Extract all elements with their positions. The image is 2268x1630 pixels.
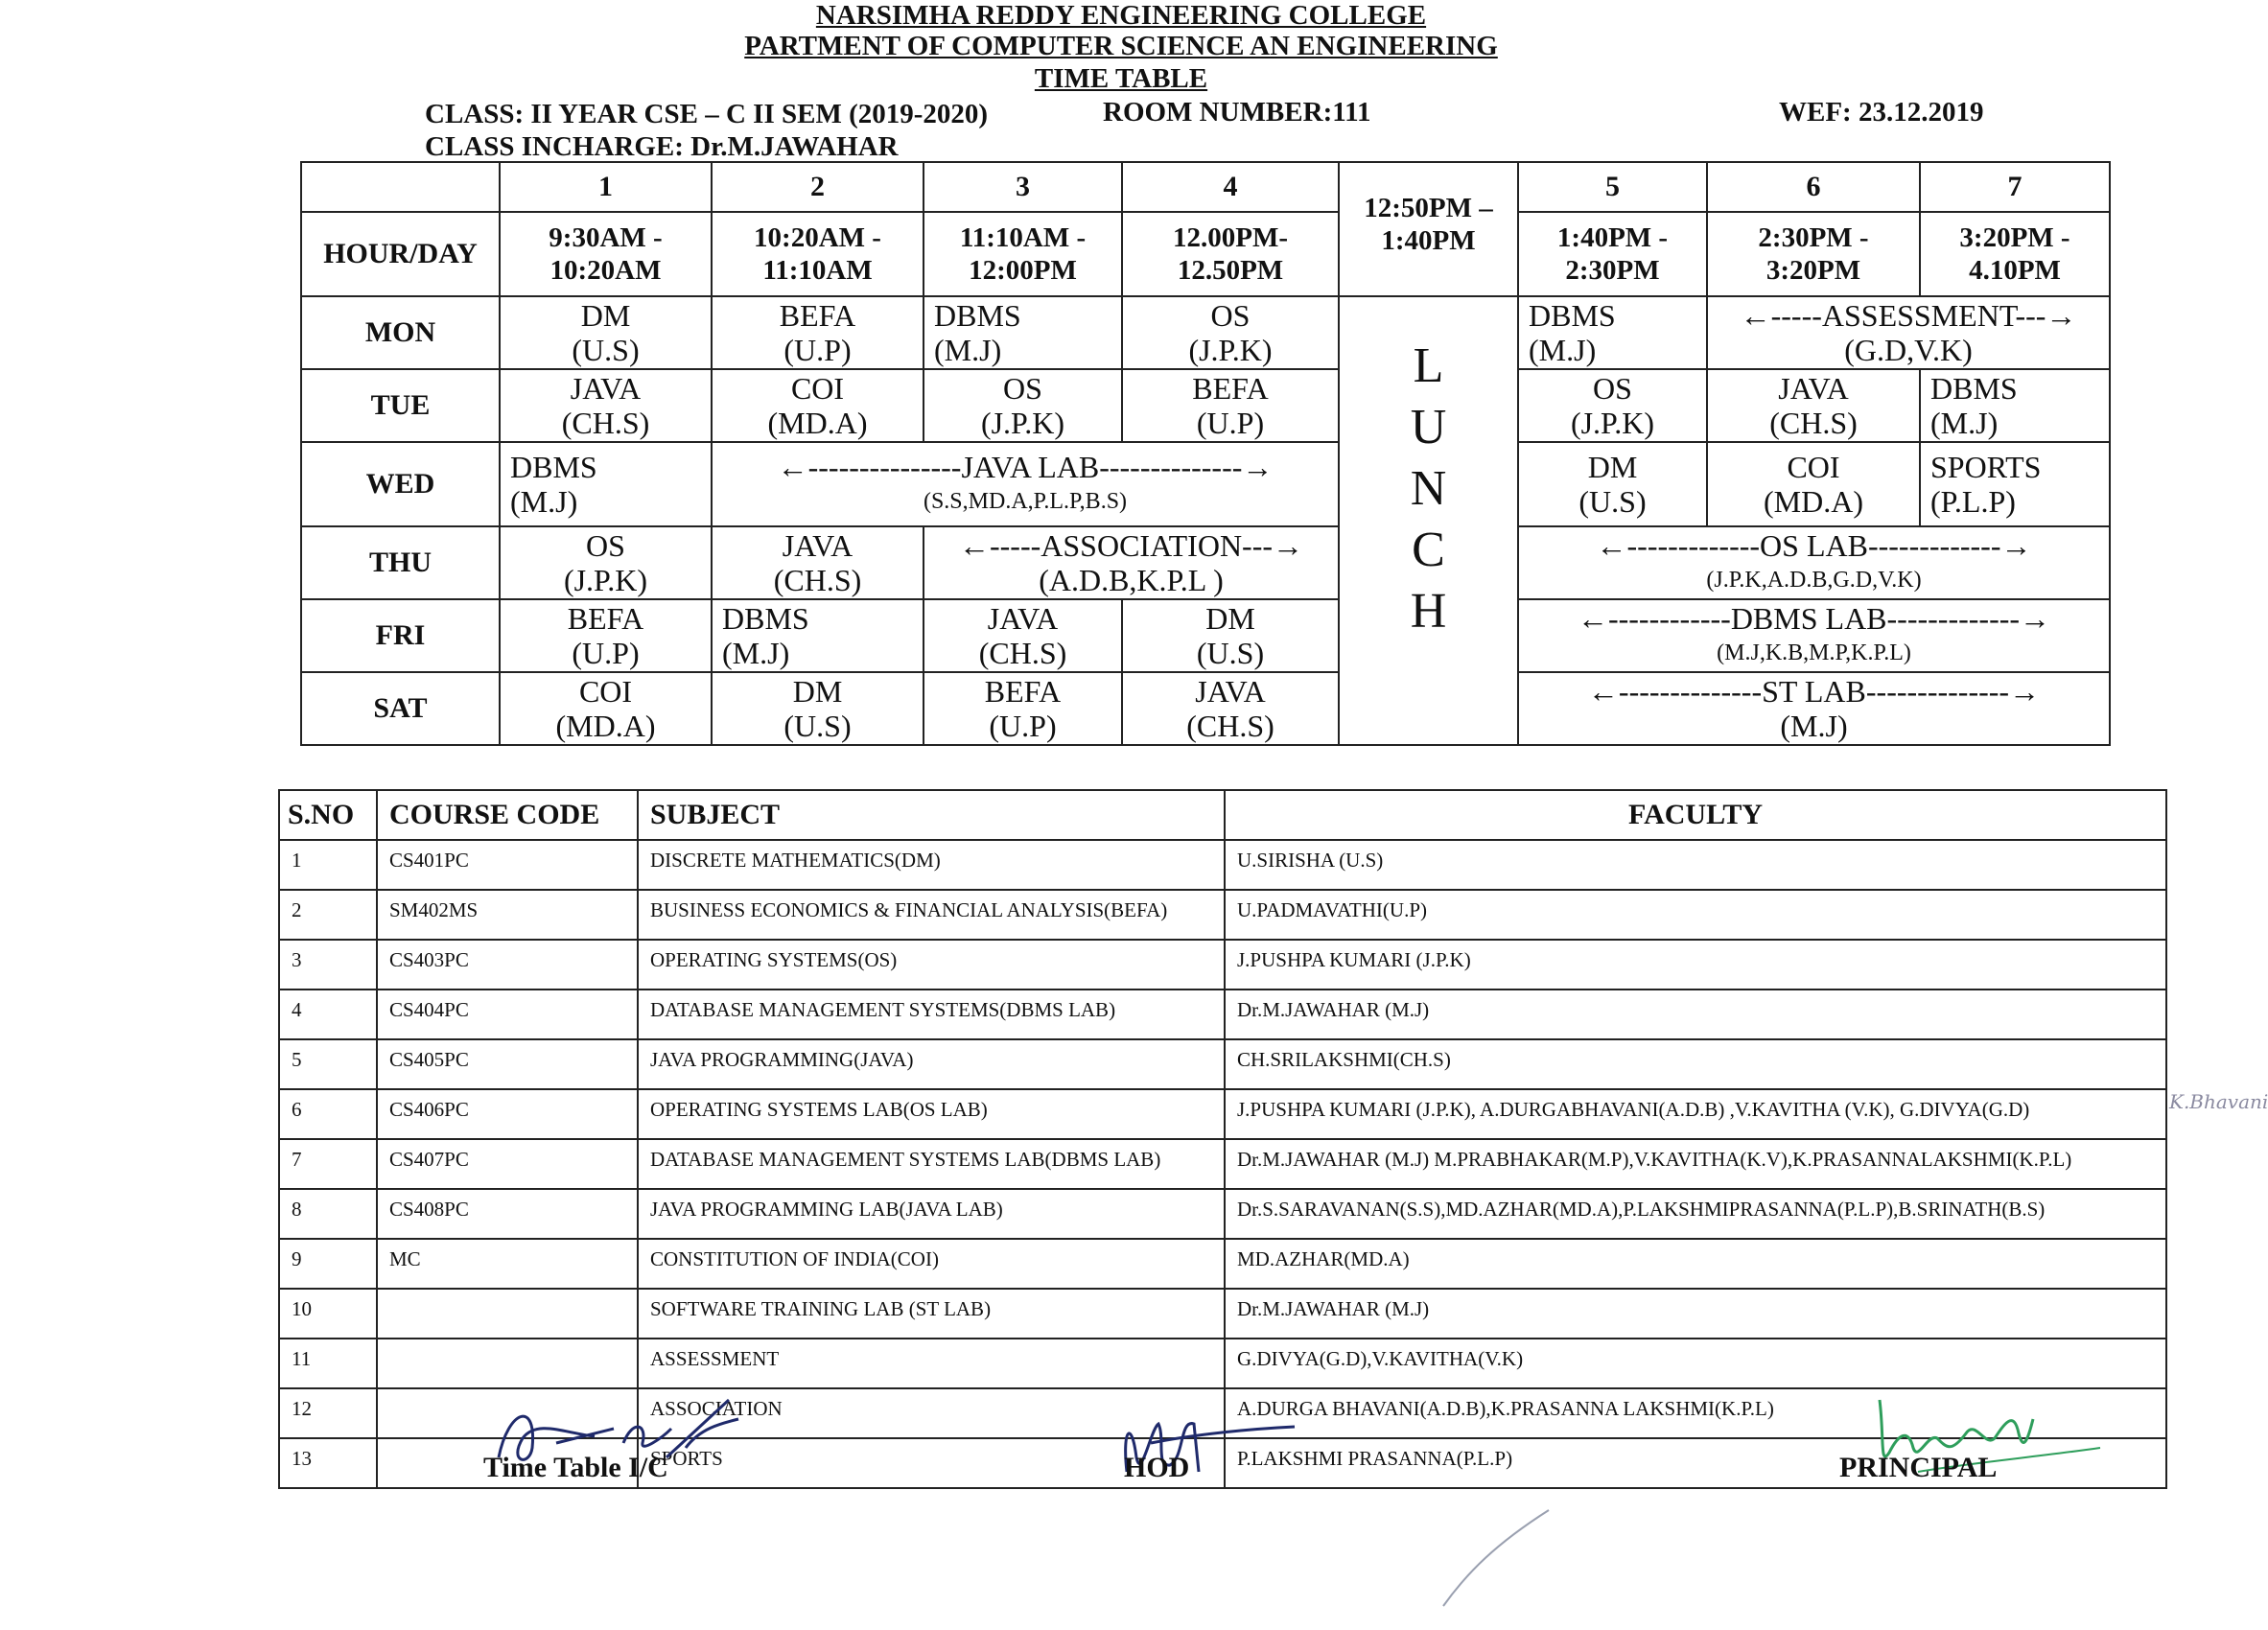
period-number: 3 [924,162,1122,212]
faculty-cell: J.PUSHPA KUMARI (J.P.K) [1225,940,2166,990]
sno-cell: 9 [279,1239,377,1289]
hod-label: HOD [1124,1452,1190,1483]
course-code-cell: CS408PC [377,1189,638,1239]
subject-cell: OPERATING SYSTEMS LAB(OS LAB) [638,1089,1225,1139]
association-cell: ←-----ASSOCIATION---→ (A.D.B,K.P.L ) [924,526,1339,599]
handwritten-note: K.Bhavani [2169,1090,2268,1113]
faculty-cell: U.SIRISHA (U.S) [1225,840,2166,890]
faculty-cell: A.DURGA BHAVANI(A.D.B),K.PRASANNA LAKSHMI(K.P.L) [1225,1388,2166,1438]
column-header: SUBJECT [638,790,1225,840]
faculty-cell: CH.SRILAKSHMI(CH.S) [1225,1039,2166,1089]
sno-cell: 2 [279,890,377,940]
time-row [301,212,2110,296]
department-name: PARTMENT OF COMPUTER SCIENCE AN ENGINEERING [744,31,1498,61]
page-mark [1438,1505,1554,1611]
lunch-time: 12:50PM – 1:40PM [1339,162,1518,296]
class-incharge: CLASS INCHARGE: Dr.M.JAWAHAR [425,131,899,162]
course-code-cell: CS406PC [377,1089,638,1139]
class-cell: OS (J.P.K) [1518,369,1707,442]
day-label: THU [301,526,500,599]
class-cell: SPORTS (P.L.P) [1920,442,2110,526]
faculty-cell: Dr.M.JAWAHAR (M.J) [1225,990,2166,1039]
period-number: 1 [500,162,712,212]
sno-cell: 4 [279,990,377,1039]
class-cell: COI (MD.A) [500,672,712,745]
class-cell: DM (U.S) [1518,442,1707,526]
table-row [279,1039,2166,1089]
period-time: 11:10AM - 12:00PM [924,212,1122,296]
subject-cell: ASSESSMENT [638,1339,1225,1388]
course-code-cell: CS407PC [377,1139,638,1189]
course-code-cell: CS405PC [377,1039,638,1089]
timetable-ic-label: Time Table I/C [483,1452,668,1483]
day-row-thu [301,526,2110,599]
sno-cell: 7 [279,1139,377,1189]
period-time: 1:40PM - 2:30PM [1518,212,1707,296]
day-label: SAT [301,672,500,745]
period-number: 4 [1122,162,1339,212]
column-header: S.NO [279,790,377,840]
period-time: 10:20AM - 11:10AM [712,212,924,296]
college-name: NARSIMHA REDDY ENGINEERING COLLEGE [815,0,1427,31]
class-cell: OS (J.P.K) [924,369,1122,442]
period-time: 9:30AM - 10:20AM [500,212,712,296]
faculty-cell: Dr.S.SARAVANAN(S.S),MD.AZHAR(MD.A),P.LAKSHMIPRASANNA(P.L.P),B.SRINATH(B.S) [1225,1189,2166,1239]
faculty-cell: Dr.M.JAWAHAR (M.J) [1225,1289,2166,1339]
class-cell: JAVA (CH.S) [1707,369,1920,442]
table-row [279,940,2166,990]
class-cell: DM (U.S) [1122,599,1339,672]
sno-cell: 3 [279,940,377,990]
day-label: TUE [301,369,500,442]
class-cell: BEFA (U.P) [924,672,1122,745]
subject-cell: DISCRETE MATHEMATICS(DM) [638,840,1225,890]
class-cell: OS (J.P.K) [500,526,712,599]
faculty-cell: Dr.M.JAWAHAR (M.J) M.PRABHAKAR(M.P),V.KAVITHA(K.V),K.PRASANNALAKSHMI(K.P.L) [1225,1139,2166,1189]
hour-day-label: HOUR/DAY [301,212,500,296]
class-cell: DM (U.S) [712,672,924,745]
period-number: 2 [712,162,924,212]
period-number: 6 [1707,162,1920,212]
subject-cell: SOFTWARE TRAINING LAB (ST LAB) [638,1289,1225,1339]
faculty-cell: J.PUSHPA KUMARI (J.P.K), A.DURGABHAVANI(A.D.B) ,V.KAVITHA (V.K), G.DIVYA(G.D) [1225,1089,2166,1139]
class-cell: BEFA (U.P) [712,296,924,369]
st-lab-cell: ←--------------ST LAB--------------→ (M.J) [1518,672,2110,745]
assessment-cell: ←-----ASSESSMENT---→ (G.D,V.K) [1707,296,2110,369]
table-row [279,1289,2166,1339]
room-number: ROOM NUMBER:111 [1103,97,1371,128]
dbms-lab-cell: ←------------DBMS LAB-------------→ (M.J,K.B,M.P,K.P.L) [1518,599,2110,672]
sno-cell: 11 [279,1339,377,1388]
course-code-cell [377,1339,638,1388]
wef-date: WEF: 23.12.2019 [1779,97,1984,128]
class-cell: JAVA (CH.S) [712,526,924,599]
faculty-cell: G.DIVYA(G.D),V.KAVITHA(V.K) [1225,1339,2166,1388]
course-code-cell: MC [377,1239,638,1289]
day-label: FRI [301,599,500,672]
class-cell: JAVA (CH.S) [1122,672,1339,745]
subject-cell: CONSTITUTION OF INDIA(COI) [638,1239,1225,1289]
lunch-column: L U N C H [1339,296,1518,745]
table-row [279,840,2166,890]
period-number: 7 [1920,162,2110,212]
day-row-mon [301,296,2110,369]
corner-cell [301,162,500,212]
subject-cell: JAVA PROGRAMMING LAB(JAVA LAB) [638,1189,1225,1239]
period-number-row [301,162,2110,212]
period-time: 2:30PM - 3:20PM [1707,212,1920,296]
course-code-cell: CS401PC [377,840,638,890]
timetable [300,161,2111,746]
column-header: COURSE CODE [377,790,638,840]
day-row-tue [301,369,2110,442]
class-cell: OS (J.P.K) [1122,296,1339,369]
table-row [279,1089,2166,1139]
table-row [279,1139,2166,1189]
java-lab-cell: ←---------------JAVA LAB--------------→ (S.S,MD.A,P.L.P,B.S) [712,442,1339,526]
subject-cell: JAVA PROGRAMMING(JAVA) [638,1039,1225,1089]
day-label: MON [301,296,500,369]
day-row-sat [301,672,2110,745]
subject-cell: BUSINESS ECONOMICS & FINANCIAL ANALYSIS(BEFA) [638,890,1225,940]
sno-cell: 1 [279,840,377,890]
class-cell: BEFA (U.P) [1122,369,1339,442]
subject-cell: ASSOCIATION [638,1388,1225,1438]
subject-cell: DATABASE MANAGEMENT SYSTEMS(DBMS LAB) [638,990,1225,1039]
class-cell: DBMS (M.J) [712,599,924,672]
period-time: 12.00PM- 12.50PM [1122,212,1339,296]
class-cell: BEFA (U.P) [500,599,712,672]
faculty-cell: P.LAKSHMI PRASANNA(P.L.P) [1225,1438,2166,1488]
class-cell: JAVA (CH.S) [500,369,712,442]
class-info: CLASS: II YEAR CSE – C II SEM (2019-2020) [425,99,989,129]
table-row [279,890,2166,940]
sno-cell: 8 [279,1189,377,1239]
period-time: 3:20PM - 4.10PM [1920,212,2110,296]
class-cell: DBMS (M.J) [1518,296,1707,369]
principal-label: PRINCIPAL [1839,1452,1998,1483]
class-cell: DBMS (M.J) [924,296,1122,369]
course-code-cell: CS403PC [377,940,638,990]
class-cell: DBMS (M.J) [1920,369,2110,442]
sno-cell: 5 [279,1039,377,1089]
sno-cell: 6 [279,1089,377,1139]
sno-cell: 12 [279,1388,377,1438]
course-code-cell: CS404PC [377,990,638,1039]
table-row [279,990,2166,1039]
subjects-header-row [279,790,2166,840]
class-cell: COI (MD.A) [1707,442,1920,526]
class-cell: DBMS (M.J) [500,442,712,526]
course-code-cell [377,1289,638,1339]
day-label: WED [301,442,500,526]
sno-cell: 10 [279,1289,377,1339]
page-title: TIME TABLE [1034,63,1208,94]
subject-cell: OPERATING SYSTEMS(OS) [638,940,1225,990]
table-row [279,1189,2166,1239]
course-code-cell: SM402MS [377,890,638,940]
day-row-fri [301,599,2110,672]
class-cell: JAVA (CH.S) [924,599,1122,672]
class-cell: DM (U.S) [500,296,712,369]
day-row-wed [301,442,2110,526]
subject-cell: SPORTS [638,1438,1225,1488]
faculty-cell: U.PADMAVATHI(U.P) [1225,890,2166,940]
class-cell: COI (MD.A) [712,369,924,442]
column-header: FACULTY [1225,790,2166,840]
os-lab-cell: ←-------------OS LAB-------------→ (J.P.K,A.D.B,G.D,V.K) [1518,526,2110,599]
subject-cell: DATABASE MANAGEMENT SYSTEMS LAB(DBMS LAB) [638,1139,1225,1189]
table-row [279,1239,2166,1289]
faculty-cell: MD.AZHAR(MD.A) [1225,1239,2166,1289]
period-number: 5 [1518,162,1707,212]
sno-cell: 13 [279,1438,377,1488]
